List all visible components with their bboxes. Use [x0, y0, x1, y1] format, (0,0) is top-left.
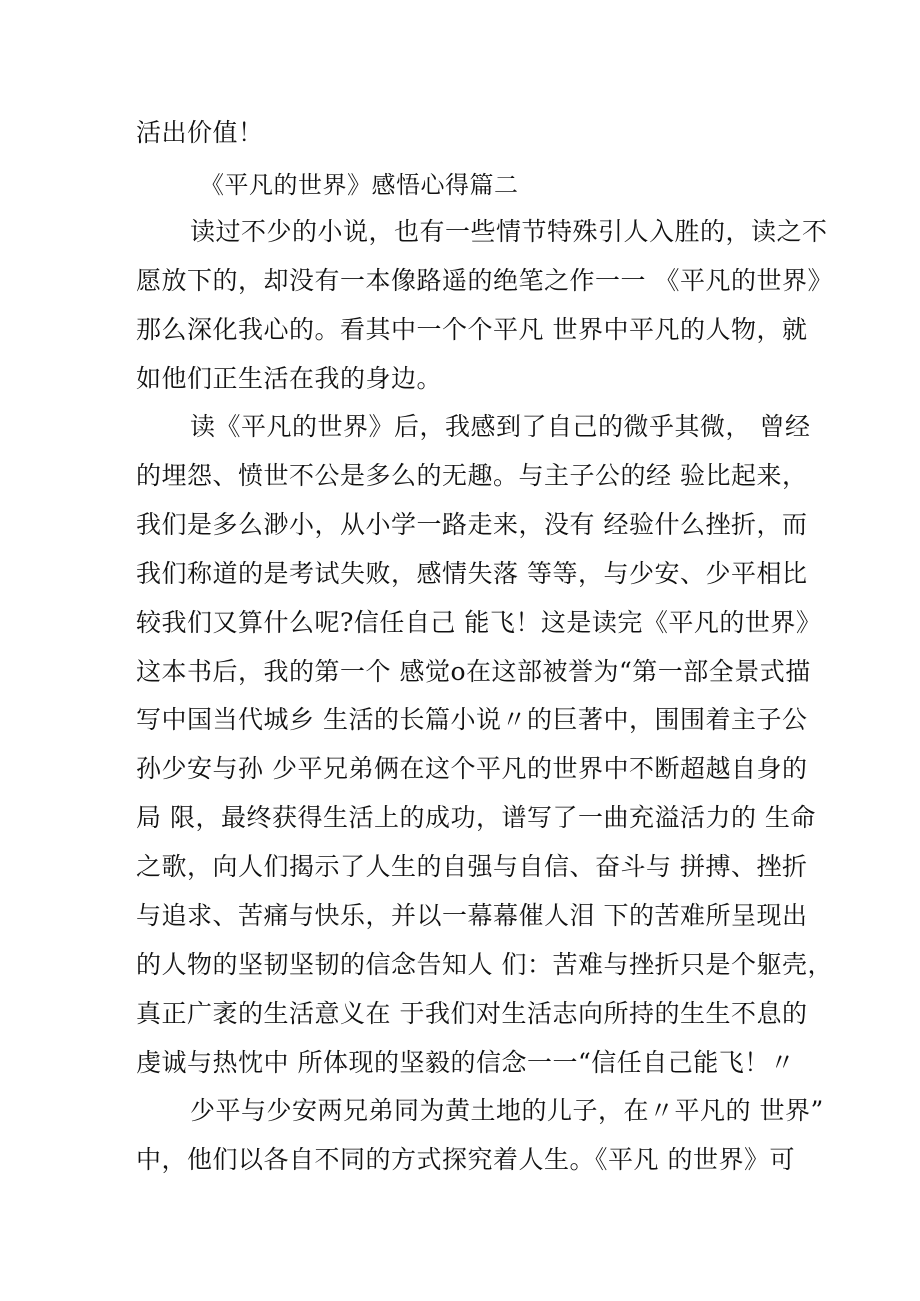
text-line: 局 限，最终获得生活上的成功，谱写了一曲充溢活力的 生命 — [136, 803, 816, 832]
text-line: 与追求、苦痛与快乐，并以一幕幕催人泪 下的苦难所呈现出 — [136, 901, 808, 930]
text-line: 我们称道的是考试失败，感情失落 等等，与少安、少平相比 — [136, 559, 808, 588]
text-line: 较我们又算什么呢?信任自己 能飞！这是读完《平凡的世界》 — [136, 608, 822, 637]
text-line: 中，他们以各自不同的方式探究着人生。《平凡 的世界》可 — [136, 1145, 795, 1174]
text-line: 真正广袤的生活意义在 于我们对生活志向所持的生生不息的 — [136, 999, 808, 1028]
text-line: 读过不少的小说，也有一些情节特殊引人入胜的，读之不 — [190, 217, 828, 246]
text-line: 愿放下的，却没有一本像路遥的绝笔之作一一 《平凡的世界》 — [136, 266, 833, 295]
text-line: 那么深化我心的。看其中一个个平凡 世界中平凡的人物，就 — [136, 315, 808, 344]
text-line: 活出价值！ — [136, 118, 264, 147]
text-line: 这本书后，我的第一个 感觉o在这部被誉为“第一部全景式描 — [136, 657, 811, 686]
text-line: 我们是多么渺小，从小学一路走来，没有 经验什么挫折，而 — [136, 510, 808, 539]
text-line: 之歌，向人们揭示了人生的自强与自信、奋斗与 拼搏、挫折 — [136, 852, 808, 881]
text-line: 孙少安与孙 少平兄弟俩在这个平凡的世界中不断超越自身的 — [136, 754, 808, 783]
text-line: 写中国当代城乡 生活的长篇小说〃的巨著中，围围着主子公 — [136, 705, 808, 734]
text-line: 的人物的坚韧坚韧的信念告知人 们：苦难与挫折只是个躯壳， — [136, 950, 833, 979]
section-heading: 《平凡的世界》感悟心得篇二 — [200, 171, 519, 199]
text-line: 的埋怨、愤世不公是多么的无趣。与主子公的经 验比起来， — [136, 461, 808, 490]
text-line: 如他们正生活在我的身边。 — [136, 364, 443, 393]
text-line: 少平与少安两兄弟同为黄土地的儿子，在〃平凡的 世界” — [190, 1096, 824, 1125]
text-line: 虔诚与热忱中 所体现的坚毅的信念一一“信任自己能飞！〃 — [136, 1048, 796, 1077]
text-line: 读《平凡的世界》后，我感到了自己的微乎其微， 曾经 — [190, 412, 811, 441]
